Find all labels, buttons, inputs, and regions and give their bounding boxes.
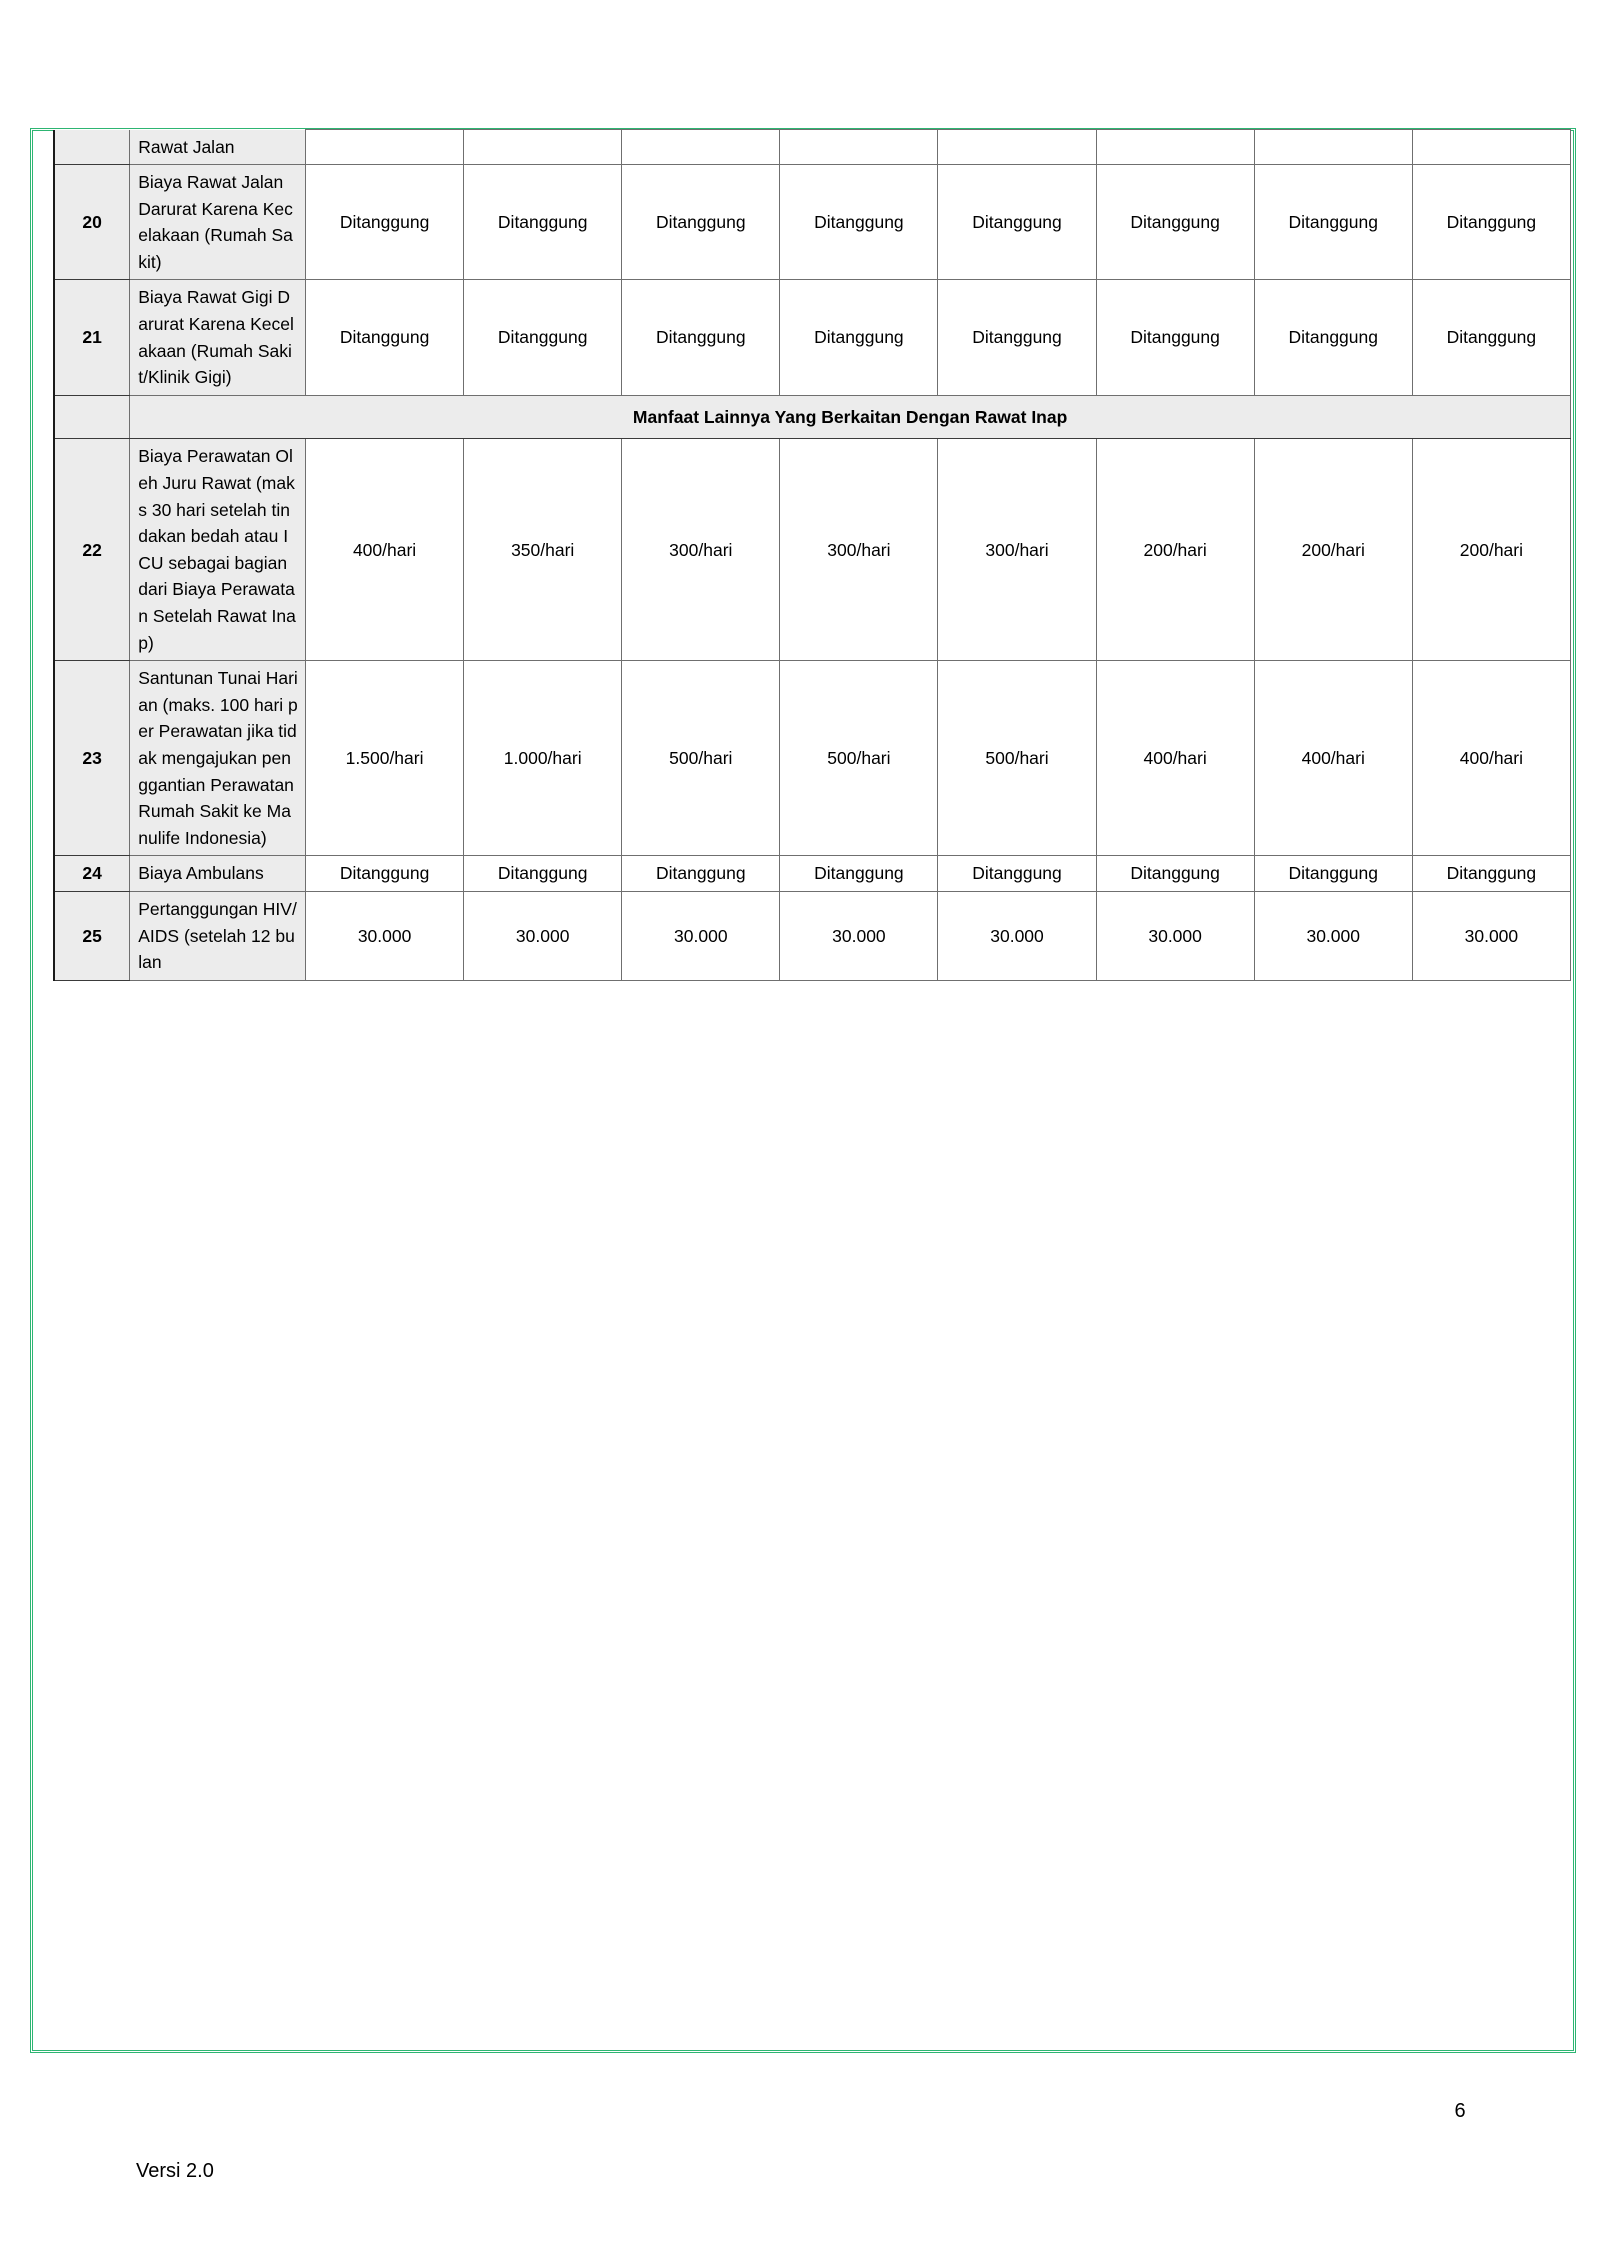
benefit-value-cell: Ditanggung <box>464 280 622 395</box>
benefit-value-cell: 200/hari <box>1096 439 1254 661</box>
benefit-value-cell: 1.000/hari <box>464 661 622 856</box>
benefit-value-cell: Ditanggung <box>1412 165 1570 280</box>
benefit-value-cell: Ditanggung <box>1096 280 1254 395</box>
benefit-value-cell <box>464 130 622 165</box>
benefit-label-cell: Pertanggungan HIV/AIDS (setelah 12 bulan <box>130 891 306 980</box>
benefit-value-cell <box>780 130 938 165</box>
benefit-value-cell: Ditanggung <box>464 856 622 892</box>
benefit-value-cell <box>306 130 464 165</box>
benefit-value-cell: Ditanggung <box>306 280 464 395</box>
table-row <box>54 661 1571 856</box>
benefit-value-cell: 300/hari <box>938 439 1096 661</box>
benefit-value-cell: Ditanggung <box>1254 856 1412 892</box>
benefit-value-cell: Ditanggung <box>1412 856 1570 892</box>
benefit-value-cell: 30.000 <box>938 891 1096 980</box>
table-row <box>54 280 1571 395</box>
benefit-label-cell: Biaya Rawat Gigi Darurat Karena Kecelakaan (Rumah Sakit/Klinik Gigi) <box>130 280 306 395</box>
benefit-value-cell: Ditanggung <box>1096 165 1254 280</box>
benefit-value-cell <box>1096 130 1254 165</box>
benefit-value-cell: 400/hari <box>306 439 464 661</box>
benefit-value-cell: Ditanggung <box>1254 280 1412 395</box>
benefit-value-cell: 30.000 <box>1096 891 1254 980</box>
benefit-value-cell: 350/hari <box>464 439 622 661</box>
benefit-label-cell: Biaya Ambulans <box>130 856 306 892</box>
benefit-value-cell: Ditanggung <box>306 856 464 892</box>
benefit-value-cell: 400/hari <box>1412 661 1570 856</box>
benefit-value-cell: 30.000 <box>622 891 780 980</box>
benefit-value-cell: Ditanggung <box>1412 280 1570 395</box>
table-body <box>54 130 1571 981</box>
benefit-value-cell: 1.500/hari <box>306 661 464 856</box>
benefit-value-cell: Ditanggung <box>780 856 938 892</box>
benefit-label-cell: Biaya Rawat Jalan Darurat Karena Kecelakaan (Rumah Sakit) <box>130 165 306 280</box>
benefit-value-cell: Ditanggung <box>464 165 622 280</box>
benefit-label-cell: Rawat Jalan <box>130 130 306 165</box>
benefit-value-cell <box>938 130 1096 165</box>
benefit-value-cell: Ditanggung <box>1096 856 1254 892</box>
benefit-label-cell: Santunan Tunai Harian (maks. 100 hari per Perawatan jika tidak mengajukan penggantian Perawatan Rumah Sakit ke Manulife Indonesia) <box>130 661 306 856</box>
table-row <box>54 130 1571 165</box>
benefit-value-cell: 400/hari <box>1254 661 1412 856</box>
benefit-value-cell: Ditanggung <box>622 856 780 892</box>
footer-page-number: 6 <box>1454 2100 1466 2122</box>
row-number-cell <box>54 130 130 165</box>
benefit-value-cell: 200/hari <box>1254 439 1412 661</box>
row-number-cell <box>54 395 130 439</box>
benefit-value-cell: 30.000 <box>1412 891 1570 980</box>
benefit-value-cell: Ditanggung <box>622 280 780 395</box>
benefit-value-cell <box>1412 130 1570 165</box>
benefit-value-cell: 30.000 <box>780 891 938 980</box>
benefit-value-cell: Ditanggung <box>938 165 1096 280</box>
benefit-value-cell: 400/hari <box>1096 661 1254 856</box>
benefit-value-cell: 300/hari <box>622 439 780 661</box>
row-number-cell: 25 <box>54 891 130 980</box>
benefit-value-cell: Ditanggung <box>622 165 780 280</box>
section-title: Manfaat Lainnya Yang Berkaitan Dengan Rawat Inap <box>130 395 1571 439</box>
row-number-cell: 20 <box>54 165 130 280</box>
table-row <box>54 891 1571 980</box>
benefit-value-cell: 500/hari <box>938 661 1096 856</box>
table-row <box>54 165 1571 280</box>
benefit-value-cell: Ditanggung <box>938 280 1096 395</box>
benefit-value-cell: Ditanggung <box>306 165 464 280</box>
benefit-value-cell <box>1254 130 1412 165</box>
row-number-cell: 21 <box>54 280 130 395</box>
table-row <box>54 856 1571 892</box>
table-row <box>54 439 1571 661</box>
footer-version-label: Versi 2.0 <box>136 2160 214 2182</box>
benefit-value-cell: Ditanggung <box>780 280 938 395</box>
benefit-value-cell: Ditanggung <box>780 165 938 280</box>
benefit-value-cell: 500/hari <box>780 661 938 856</box>
benefit-label-cell: Biaya Perawatan Oleh Juru Rawat (maks 30 hari setelah tindakan bedah atau ICU sebagai bagian dari Biaya Perawatan Setelah Rawat Inap) <box>130 439 306 661</box>
row-number-cell: 23 <box>54 661 130 856</box>
benefit-value-cell: 30.000 <box>306 891 464 980</box>
benefit-value-cell <box>622 130 780 165</box>
row-number-cell: 22 <box>54 439 130 661</box>
row-number-cell: 24 <box>54 856 130 892</box>
section-header-row <box>54 395 1571 439</box>
benefit-comparison-table <box>53 129 1571 981</box>
benefit-value-cell: 30.000 <box>464 891 622 980</box>
benefit-value-cell: Ditanggung <box>1254 165 1412 280</box>
benefit-value-cell: 200/hari <box>1412 439 1570 661</box>
benefit-value-cell: 300/hari <box>780 439 938 661</box>
page-footer <box>0 2100 1600 2220</box>
benefit-value-cell: Ditanggung <box>938 856 1096 892</box>
benefit-value-cell: 30.000 <box>1254 891 1412 980</box>
benefit-value-cell: 500/hari <box>622 661 780 856</box>
